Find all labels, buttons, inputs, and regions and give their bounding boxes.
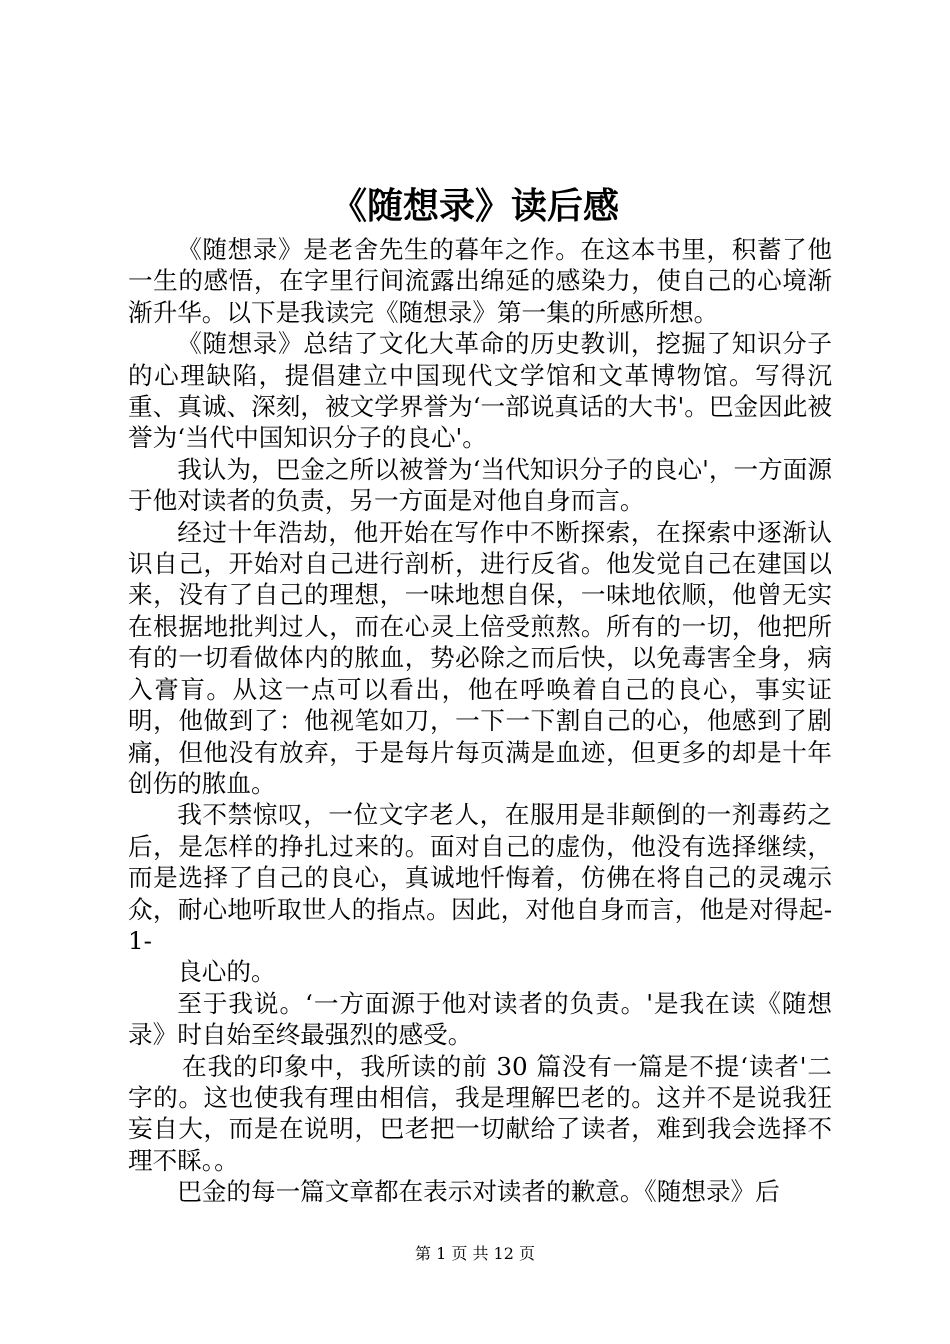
document-title: 《随想录》读后感 (330, 185, 619, 227)
paragraph-3: 我认为，巴金之所以被誉为‘当代知识分子的良心'，一方面源于他对读者的负责，另一方面是对他自身而言。 (128, 454, 832, 516)
paragraph-6: 良心的。 (177, 957, 276, 987)
paragraph-4: 经过十年浩劫，他开始在写作中不断探索，在探索中逐渐认识自己，开始对自己进行剖析，进行反省。他发觉自己在建国以来，没有了自己的理想，一味地想自保，一味地依顺，他曾无实在根据地批判过人，而在心灵上倍受煎熬。所有的一切，他把所有的一切看做体内的脓血，势必除之而后快，以免毒害全身，病入膏肓。从这一点可以看出，他在呼唤着自己的良心，事实证明，他做到了：他视笔如刀，一下一下割自己的心，他感到了剧痛，但他没有放弃，于是每片每页满是血迹，但更多的却是十年创伤的脓血。 (128, 517, 832, 798)
paragraph-9: 巴金的每一篇文章都在表示对读者的歉意。《随想录》后 (177, 1177, 780, 1207)
paragraph-7: 至于我说。‘一方面源于他对读者的负责。'是我在读《随想录》时自始至终最强烈的感受。 (128, 988, 832, 1050)
paragraph-2: 《随想录》总结了文化大革命的历史教训，挖掘了知识分子的心理缺陷，提倡建立中国现代文学馆和文革博物馆。写得沉重、真诚、深刻，被文学界誉为‘一部说真话的大书'。巴金因此被誉为‘当代中国知识分子的良心'。 (128, 329, 832, 453)
paragraph-1: 《随想录》是老舍先生的暮年之作。在这本书里，积蓄了他一生的感悟，在字里行间流露出绵延的感染力，使自己的心境渐渐升华。以下是我读完《随想录》第一集的所感所想。 (128, 235, 832, 327)
paragraph-8: 在我的印象中，我所读的前 30 篇没有一篇是不提‘读者'二字的。这也使我有理由相信，我是理解巴老的。这并不是说我狂妄自大，而是在说明，巴老把一切献给了读者，难到我会选择不理不睬。。 (128, 1051, 832, 1175)
paragraph-5: 我不禁惊叹，一位文字老人，在服用是非颠倒的一剂毒药之后，是怎样的挣扎过来的。面对自己的虚伪，他没有选择继续，而是选择了自己的良心，真诚地忏悔着，仿佛在将自己的灵魂示众，耐心地听取世人的指点。因此，对他自身而言，他是对得起-1- (128, 800, 832, 955)
page-footer: 第 1 页 共 12 页 (415, 1244, 535, 1263)
document-body (128, 234, 832, 1208)
